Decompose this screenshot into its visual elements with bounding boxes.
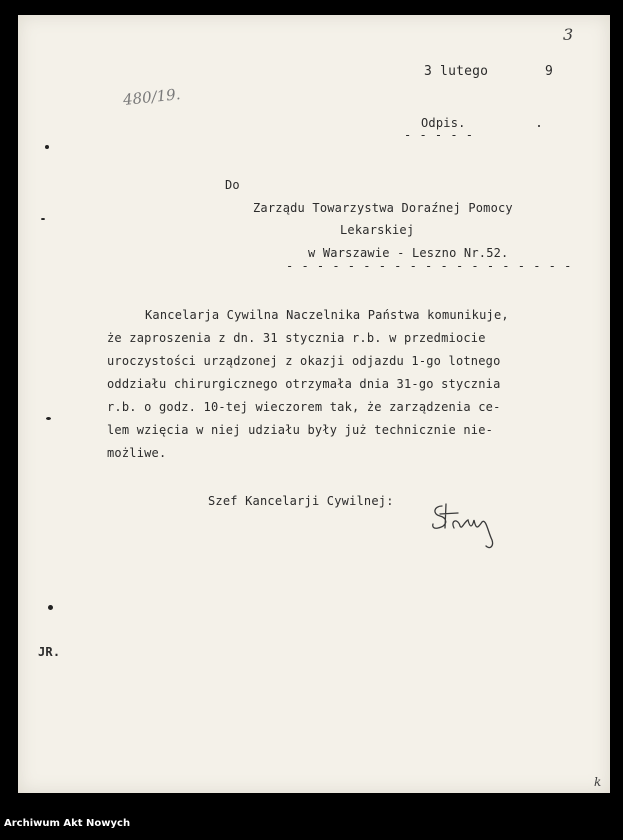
body-line: oddziału chirurgicznego otrzymała dnia 31-go stycznia	[107, 377, 501, 391]
body-line: że zaproszenia z dn. 31 stycznia r.b. w przedmiocie	[107, 331, 486, 345]
punch-mark	[46, 417, 51, 420]
signature-mark	[428, 500, 500, 555]
punch-mark	[41, 218, 45, 220]
recipient-underline	[286, 259, 573, 273]
initials: JR.	[38, 645, 61, 659]
body-line: Kancelarja Cywilna Naczelnika Państwa komunikuje,	[145, 308, 509, 322]
punch-mark	[45, 145, 49, 149]
signature-label: Szef Kancelarji Cywilnej:	[208, 494, 394, 508]
recipient-line-3: w Warszawie - Leszno Nr.52.	[308, 246, 509, 260]
punch-mark	[48, 605, 53, 610]
body-line: lem wzięcia w niej udziału były już technicznie nie-	[107, 423, 494, 437]
document-page	[18, 15, 610, 793]
page-number: 3	[563, 25, 574, 44]
recipient-line-1: Zarządu Towarzystwa Doraźnej Pomocy	[253, 201, 513, 215]
heading-underline	[404, 128, 480, 142]
recipient-to: Do	[225, 178, 240, 192]
body-line: możliwe.	[107, 446, 167, 460]
date-year: 9	[545, 64, 554, 79]
recipient-line-2: Lekarskiej	[340, 223, 415, 237]
date: 3 lutego	[424, 64, 489, 79]
document-heading: Odpis.	[421, 116, 466, 130]
ink-speck	[538, 125, 540, 127]
body-line: uroczystości urządzonej z okazji odjazdu 1-go lotnego	[107, 354, 501, 368]
corner-mark: k	[594, 775, 602, 789]
body-line: r.b. o godz. 10-tej wieczorem tak, że zarządzenia ce-	[107, 400, 501, 414]
archive-footer: Archiwum Akt Nowych	[4, 818, 131, 829]
archive-number: 480/19.	[122, 85, 182, 109]
